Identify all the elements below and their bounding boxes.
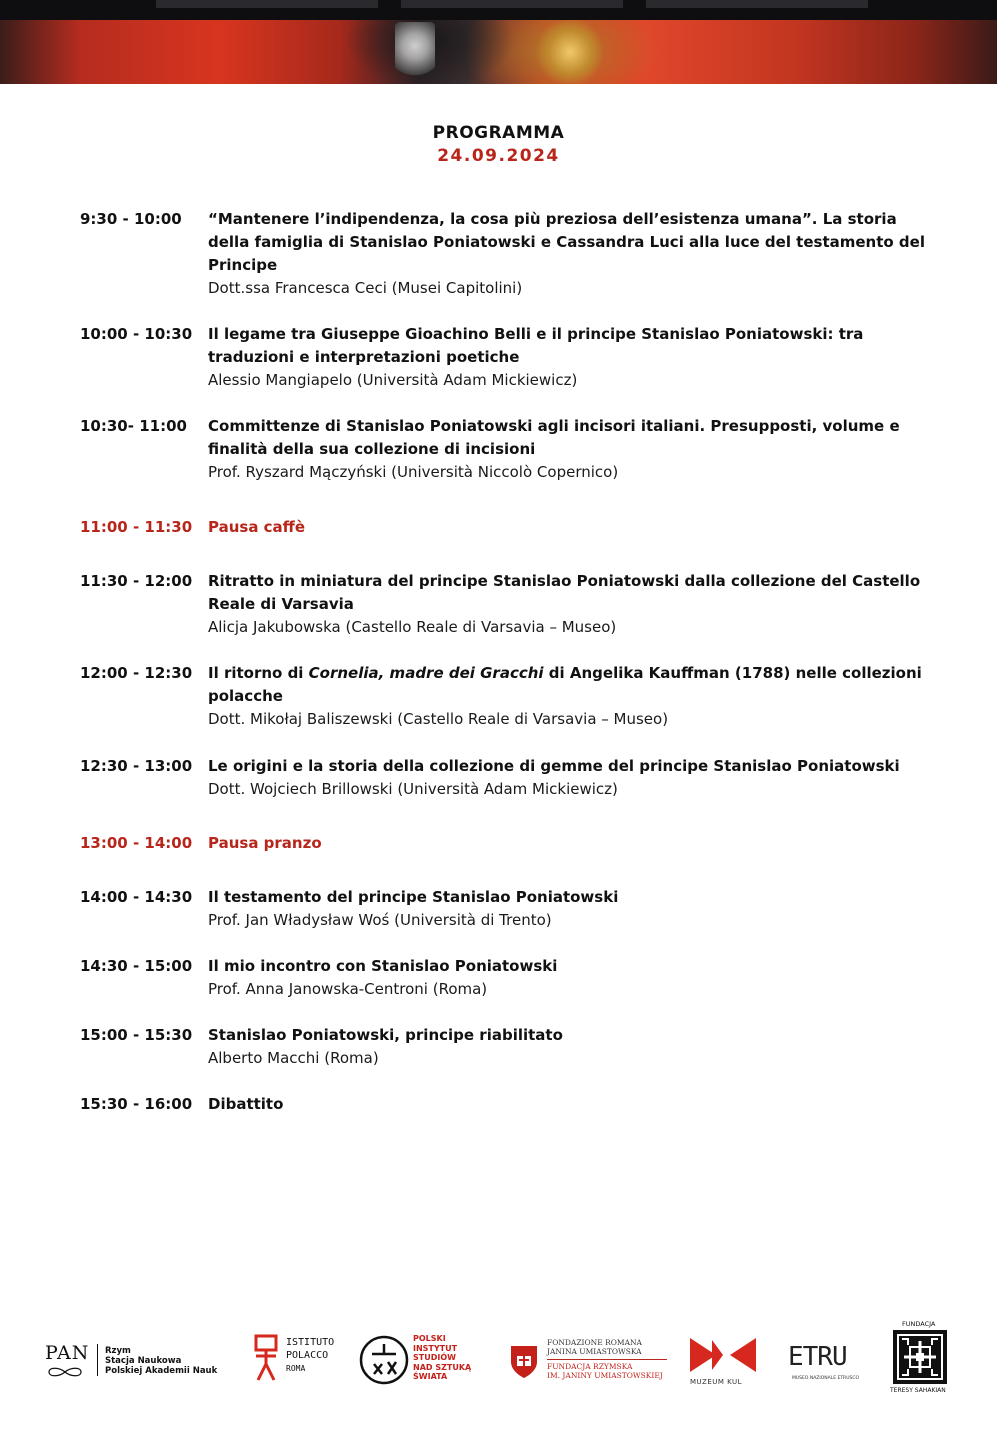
artwork-title: Cornelia, madre dei Gracchi	[308, 664, 544, 682]
schedule-row	[80, 955, 930, 1001]
talk-title: Stanislao Poniatowski, principe riabilitato	[208, 1026, 563, 1044]
muzeum-kul-logo	[688, 1336, 758, 1390]
session-time: 10:00 - 10:30	[80, 325, 193, 343]
speaker-name: Dott.ssa Francesca Ceci (Musei Capitolini)	[208, 279, 523, 297]
session-details	[208, 1093, 930, 1116]
fondazione-text	[547, 1338, 642, 1356]
schedule-row-break	[80, 832, 930, 855]
speaker-name: Dott. Wojciech Brillowski (Università Adam Mickiewicz)	[208, 780, 618, 798]
schedule-row-break	[80, 516, 930, 539]
talk-title: Il legame tra Giuseppe Gioachino Belli e il principe Stanislao Poniatowski: tra traduzioni e interpretazioni poetiche	[208, 325, 864, 366]
page-title: PROGRAMMA	[432, 123, 565, 143]
banner-jewel-detail	[395, 22, 435, 82]
talk-title: Dibattito	[208, 1095, 284, 1113]
speaker-name: Alicja Jakubowska (Castello Reale di Varsavia – Museo)	[208, 618, 617, 636]
speaker-name: Prof. Ryszard Mączyński (Università Niccolò Copernico)	[208, 463, 619, 481]
session-details	[208, 570, 930, 639]
session-time: 15:30 - 16:00	[80, 1095, 193, 1113]
talk-title: Committenze di Stanislao Poniatowski agli incisori italiani. Presupposti, volume e finalità della sua collezione di incisioni	[208, 417, 900, 458]
speaker-name: Alessio Mangiapelo (Università Adam Mickiewicz)	[208, 371, 578, 389]
etru-logo	[788, 1342, 858, 1386]
talk-title	[208, 662, 930, 708]
pis-line: POLSKI	[413, 1334, 446, 1343]
session-time: 15:00 - 15:30	[80, 1026, 193, 1044]
pis-line: NAD SZTUKĄ	[413, 1362, 472, 1372]
ip-line: POLACCO	[286, 1350, 329, 1361]
session-time: 11:30 - 12:00	[80, 572, 193, 590]
session-details	[208, 755, 930, 801]
speaker-name: Alberto Macchi (Roma)	[208, 1049, 379, 1067]
session-details	[208, 323, 930, 392]
fru-line: JANINA UMIASTOWSKA	[547, 1347, 642, 1356]
talk-title: Le origini e la storia della collezione di gemme del principe Stanislao Poniatowski	[208, 757, 900, 775]
session-details	[208, 662, 930, 731]
schedule-row	[80, 570, 930, 639]
session-details	[208, 886, 930, 932]
pan-line: Stacja Naukowa	[105, 1356, 182, 1366]
fondazione-umiastowska-logo	[507, 1336, 672, 1382]
schedule-row	[80, 323, 930, 392]
session-details	[208, 516, 930, 539]
pis-line: STUDIÓW	[413, 1353, 456, 1362]
session-time: 11:00 - 11:30	[80, 518, 193, 536]
schedule-row	[80, 662, 930, 731]
session-time: 9:30 - 10:00	[80, 210, 182, 228]
speaker-name: Prof. Jan Władysław Woś (Università di Trento)	[208, 911, 552, 929]
sahakian-foundation-logo	[886, 1320, 956, 1398]
sahakian-bottom-text: TERESY SAHAKIAN	[890, 1387, 946, 1394]
fru-line: FONDAZIONE ROMANA	[547, 1338, 642, 1347]
banner-thumbnail	[156, 0, 378, 8]
pis-emblem-icon	[358, 1334, 410, 1386]
partner-logos	[0, 1320, 997, 1400]
session-time: 13:00 - 14:00	[80, 834, 193, 852]
event-date: 24.09.2024	[437, 146, 560, 166]
break-label: Pausa pranzo	[208, 834, 322, 852]
polski-instytut-logo	[358, 1332, 478, 1388]
pis-line: ŚWIATA	[413, 1372, 448, 1381]
banner-star-detail	[535, 20, 605, 84]
ip-line: ISTITUTO	[286, 1337, 335, 1348]
talk-title-prefix: Il ritorno di	[208, 664, 309, 682]
fundacja-text	[547, 1362, 663, 1380]
kul-mark-icon	[690, 1336, 756, 1374]
istituto-polacco-logo	[252, 1334, 335, 1384]
pan-line: Rzym	[105, 1346, 131, 1356]
pan-logo-mark: PAN	[45, 1342, 90, 1364]
etru-mark: ETRU	[788, 1342, 847, 1372]
session-details	[208, 208, 930, 300]
pis-line: INSTYTUT	[413, 1343, 458, 1353]
kul-label: MUZEUM KUL	[690, 1378, 743, 1386]
istituto-polacco-text	[286, 1336, 334, 1375]
speaker-name: Prof. Anna Janowska-Centroni (Roma)	[208, 980, 488, 998]
talk-title: “Mantenere l’indipendenza, la cosa più preziosa dell’esistenza umana”. La storia della famiglia di Stanislao Poniatowski e Cassandra Luci alla luce del testamento del Principe	[208, 210, 925, 274]
talk-title: Ritratto in miniatura del principe Stanislao Poniatowski dalla collezione del Castello Reale di Varsavia	[208, 572, 921, 613]
header-banner-image	[0, 0, 997, 84]
pan-divider	[97, 1344, 98, 1376]
session-time: 14:30 - 15:00	[80, 957, 193, 975]
session-details	[208, 415, 930, 484]
fru-line: FUNDACJA RZYMSKA	[547, 1362, 633, 1371]
schedule-row	[80, 415, 930, 484]
talk-title: Il mio incontro con Stanislao Poniatowski	[208, 957, 558, 975]
pan-logo	[45, 1342, 220, 1378]
sahakian-top-text: FUNDACJA	[902, 1320, 936, 1328]
etru-subtitle: MUSEO NAZIONALE ETRUSCO	[792, 1376, 860, 1381]
session-details	[208, 955, 930, 1001]
pan-line: Polskiej Akademii Nauk	[105, 1366, 218, 1376]
banner-thumbnail	[401, 0, 623, 8]
schedule-row	[80, 755, 930, 801]
coat-of-arms-icon	[507, 1342, 541, 1380]
session-time: 10:30- 11:00	[80, 417, 187, 435]
program-heading	[0, 122, 997, 168]
figure-icon	[252, 1334, 284, 1384]
fru-divider	[547, 1359, 667, 1360]
ip-line: ROMA	[286, 1364, 306, 1373]
session-time: 12:30 - 13:00	[80, 757, 193, 775]
schedule-row	[80, 886, 930, 932]
schedule-row	[80, 1024, 930, 1070]
pan-logo-text	[105, 1346, 217, 1376]
session-details	[208, 1024, 930, 1070]
sahakian-emblem-icon	[892, 1329, 948, 1385]
polski-instytut-text	[413, 1334, 471, 1382]
session-details	[208, 832, 930, 855]
infinity-icon	[45, 1366, 95, 1378]
talk-title: Il testamento del principe Stanislao Poniatowski	[208, 888, 619, 906]
schedule-row	[80, 1093, 930, 1116]
banner-thumbnail	[646, 0, 868, 8]
talk-title-suffix: di Angelika Kauffman (1788) nelle collezioni polacche	[208, 664, 922, 705]
schedule-row	[80, 208, 930, 300]
session-time: 12:00 - 12:30	[80, 664, 193, 682]
session-time: 14:00 - 14:30	[80, 888, 193, 906]
break-label: Pausa caffè	[208, 518, 306, 536]
speaker-name: Dott. Mikołaj Baliszewski (Castello Reale di Varsavia – Museo)	[208, 710, 669, 728]
fru-line: IM. JANINY UMIASTOWSKIEJ	[547, 1371, 663, 1380]
